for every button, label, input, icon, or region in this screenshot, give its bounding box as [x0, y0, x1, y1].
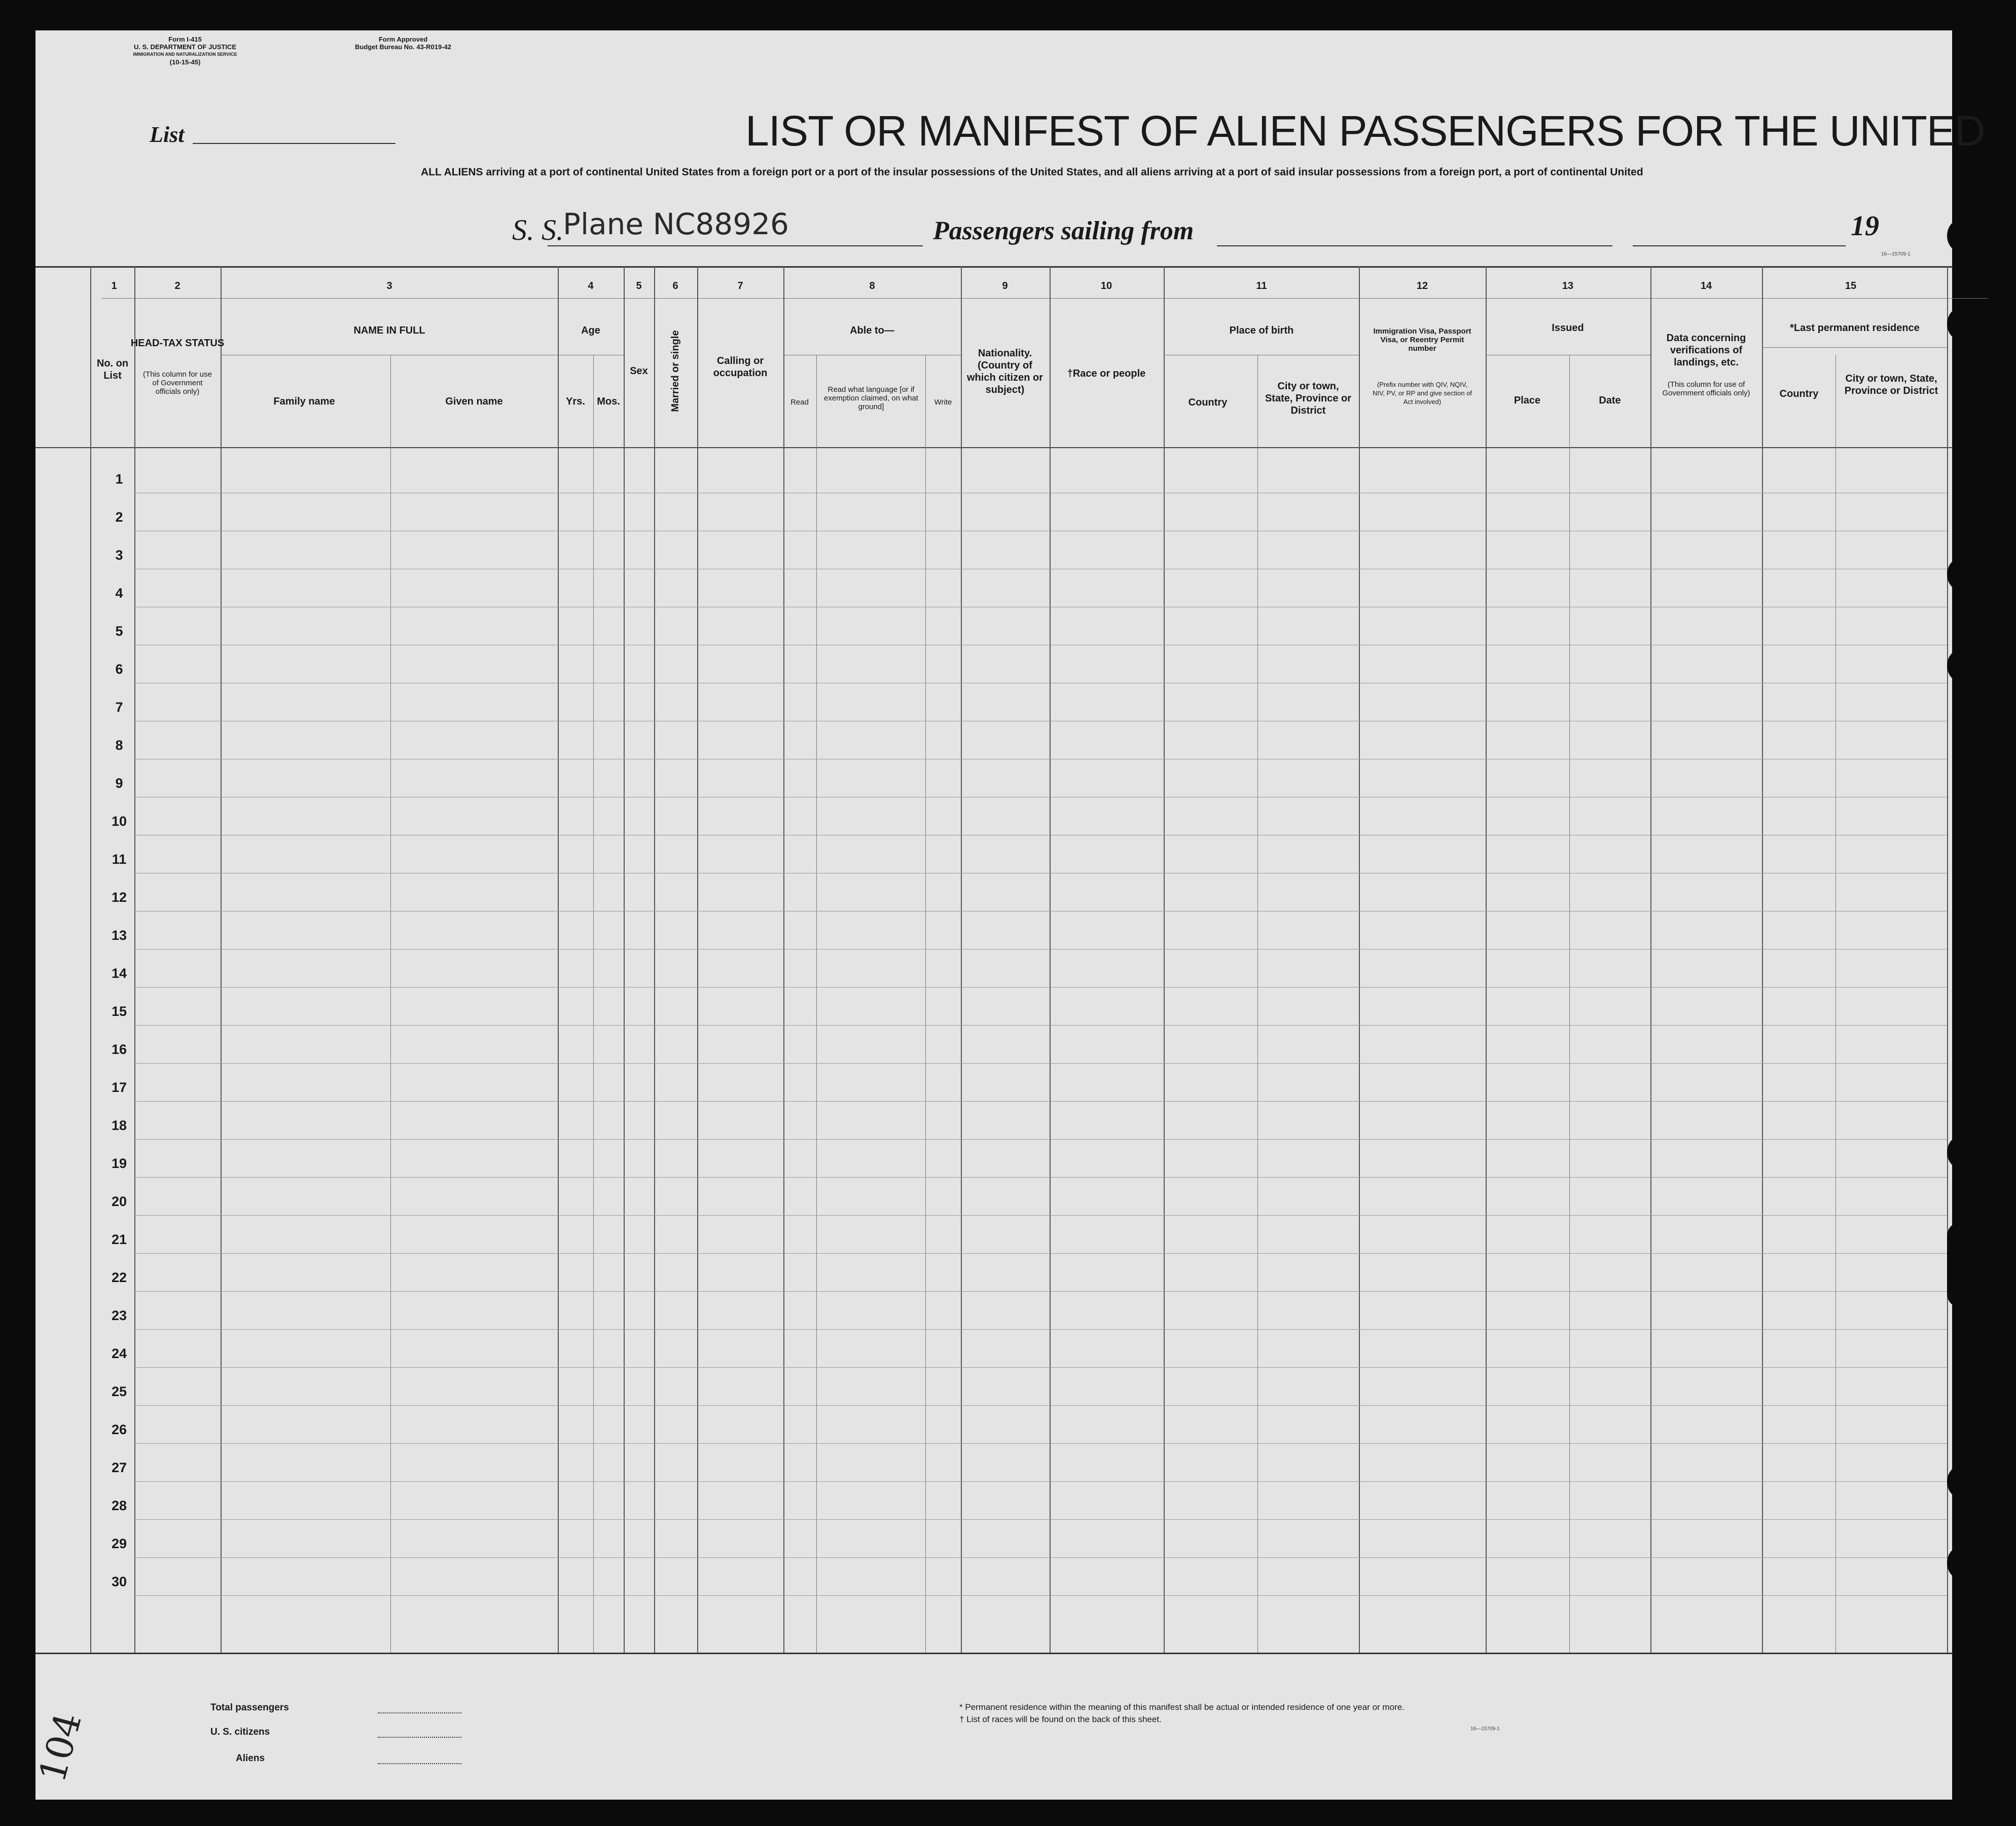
row-number: 21	[111, 1232, 127, 1247]
col-line	[961, 266, 962, 1653]
col-line	[1947, 266, 1948, 1653]
budget-number: Budget Bureau No. 43-R019-42	[355, 43, 451, 51]
row-line	[134, 1253, 1947, 1254]
col-line	[1569, 355, 1570, 1653]
row-number: 27	[111, 1460, 127, 1475]
ss-label: S. S.	[512, 213, 564, 246]
col-number: 14	[1700, 280, 1712, 291]
row-number: 8	[115, 738, 123, 753]
service: IMMIGRATION AND NATURALIZATION SERVICE	[133, 52, 237, 57]
row-line	[134, 1215, 1947, 1216]
row-number: 16	[111, 1042, 127, 1057]
header-head-tax: HEAD-TAX STATUS	[130, 338, 225, 349]
department: U. S. DEPARTMENT OF JUSTICE	[134, 43, 236, 51]
header-residence-country: Country	[1779, 388, 1819, 399]
list-number-line	[193, 143, 395, 144]
row-number: 11	[112, 852, 127, 867]
col-line	[1257, 355, 1258, 1653]
col-number: 7	[737, 280, 743, 291]
row-number: 10	[111, 814, 127, 829]
col-line	[390, 355, 391, 1653]
col-number: 4	[588, 280, 594, 291]
header-bottom-border	[35, 447, 1952, 448]
row-number: 4	[115, 586, 123, 601]
header-birth-country: Country	[1188, 397, 1228, 408]
col-line	[1359, 266, 1360, 1653]
row-number: 23	[111, 1308, 127, 1323]
list-label: List	[150, 122, 185, 147]
footer-aliens-label: Aliens	[236, 1753, 265, 1764]
table-bottom-border	[35, 1653, 1952, 1654]
table-top-border	[35, 266, 1952, 268]
col-number: 2	[174, 280, 181, 291]
row-line	[134, 1063, 1947, 1064]
header-data-note: (This column for use of Government officials only)	[1662, 380, 1750, 397]
row-line	[134, 1443, 1947, 1444]
header-issued-date: Date	[1599, 395, 1621, 406]
row-number: 2	[115, 509, 123, 525]
page-title: LIST OR MANIFEST OF ALIEN PASSENGERS FOR THE UNITED	[745, 107, 1985, 155]
punch-hole	[1947, 307, 1976, 341]
col-number: 15	[1845, 280, 1857, 291]
row-number: 12	[111, 890, 127, 905]
vessel-line	[548, 245, 923, 246]
row-number: 1	[115, 471, 123, 487]
col-number: 1	[111, 280, 117, 291]
punch-hole	[1947, 649, 1976, 682]
approval-text: Form Approved	[378, 35, 428, 43]
row-line	[134, 1025, 1947, 1026]
sailing-from-line	[1217, 245, 1612, 246]
punch-hole	[1947, 1222, 1976, 1308]
row-number: 30	[111, 1574, 127, 1589]
col-number: 3	[386, 280, 392, 291]
row-line	[134, 1367, 1947, 1368]
header-visa: Immigration Visa, Passport Visa, or Reentry Permit number	[1373, 327, 1471, 353]
row-number: 6	[115, 662, 123, 677]
header-yrs: Yrs.	[566, 396, 585, 407]
col-line	[1835, 355, 1836, 1653]
header-able-to: Able to—	[850, 325, 894, 336]
header-name-in-full: NAME IN FULL	[353, 325, 425, 336]
punch-hole	[1947, 1136, 1976, 1169]
row-line	[134, 1405, 1947, 1406]
footnote-races: † List of races will be found on the back of this sheet.	[959, 1714, 1162, 1724]
punch-hole	[1947, 1465, 1976, 1499]
row-number: 15	[111, 1004, 127, 1019]
header-nationality: Nationality. (Country of which citizen or subject)	[966, 348, 1043, 395]
footer-total-label: Total passengers	[210, 1702, 289, 1713]
row-line	[134, 1101, 1947, 1102]
col-line	[654, 266, 655, 1653]
print-code-top: 16—15709-1	[1881, 251, 1911, 257]
date-line	[1633, 245, 1846, 246]
col-line	[1486, 266, 1487, 1653]
row-number: 5	[115, 624, 123, 639]
row-number: 18	[111, 1118, 127, 1133]
row-line	[134, 1291, 1947, 1292]
row-number: 14	[111, 966, 127, 981]
header-head-tax-note: (This column for use of Government officials only)	[143, 370, 212, 396]
page-subtitle: ALL ALIENS arriving at a port of continental United States from a foreign port or a port of the insular possessions of the United States, and all aliens arriving at a port of said insular possessions from a foreign port, a port of continental United	[421, 166, 1643, 178]
year-label: 19	[1851, 210, 1879, 242]
col-number: 6	[672, 280, 678, 291]
row-number: 28	[111, 1498, 127, 1513]
row-line	[134, 1481, 1947, 1482]
header-married-or-single: Married or single	[670, 330, 681, 412]
budget-approval	[340, 35, 466, 51]
row-number: 20	[111, 1194, 127, 1209]
header-calling: Calling or occupation	[713, 355, 768, 379]
header-place-of-birth: Place of birth	[1229, 325, 1294, 336]
row-number: 26	[111, 1422, 127, 1437]
col-number: 5	[636, 280, 642, 291]
row-line	[134, 1557, 1947, 1558]
us-citizens-fill[interactable]	[378, 1737, 461, 1738]
header-last-residence: *Last permanent residence	[1790, 322, 1920, 334]
row-number: 7	[115, 700, 123, 715]
col-line	[1762, 266, 1763, 1653]
form-identity	[101, 35, 269, 66]
header-residence-city: City or town, State, Province or District	[1844, 373, 1938, 396]
row-number: 24	[111, 1346, 127, 1361]
header-age: Age	[581, 325, 600, 336]
row-number: 22	[111, 1270, 127, 1285]
aliens-fill[interactable]	[378, 1763, 461, 1764]
form-date: (10-15-45)	[169, 58, 201, 66]
col-number: 9	[1002, 280, 1008, 291]
punch-hole	[1947, 1546, 1976, 1580]
col-number: 12	[1416, 280, 1428, 291]
row-number: 17	[111, 1080, 127, 1095]
row-line	[134, 1177, 1947, 1178]
margin-handwritten: 104	[30, 1708, 90, 1787]
punch-hole	[1947, 558, 1976, 591]
header-birth-city: City or town, State, Province or District	[1265, 381, 1352, 416]
col-number: 11	[1256, 280, 1267, 291]
row-number: 29	[111, 1536, 127, 1551]
header-read-language: Read what language [or if exemption claimed, on what ground]	[824, 385, 918, 411]
row-line	[134, 1519, 1947, 1520]
punch-hole	[1947, 219, 1976, 252]
row-number: 13	[111, 928, 127, 943]
total-fill[interactable]	[378, 1712, 461, 1713]
col-line	[1164, 266, 1165, 1653]
col-line	[925, 355, 926, 1653]
sailing-label: Passengers sailing from	[933, 216, 1194, 245]
col-line	[697, 266, 698, 1653]
header-issued-place: Place	[1514, 395, 1541, 406]
header-issued: Issued	[1552, 322, 1584, 334]
header-given-name: Given name	[445, 396, 503, 407]
col-line	[624, 266, 625, 1653]
col-line	[593, 355, 594, 1653]
vessel-handwritten: Plane NC88926	[563, 207, 789, 241]
col-line	[558, 266, 559, 1653]
header-read: Read	[790, 398, 809, 407]
header-race: †Race or people	[1067, 368, 1146, 379]
row-number: 19	[111, 1156, 127, 1171]
footer-us-citizens-label: U. S. citizens	[210, 1727, 270, 1737]
col-line	[90, 266, 91, 1653]
col-line	[1650, 266, 1651, 1653]
header-write: Write	[934, 398, 952, 407]
header-mos: Mos.	[597, 396, 620, 407]
manifest-sheet	[30, 30, 1985, 1800]
col-line	[1050, 266, 1051, 1653]
column-number-rule	[101, 298, 1988, 299]
header-no-on-list: No. on List	[96, 358, 129, 381]
row-number: 9	[115, 776, 123, 791]
col-line	[783, 266, 784, 1653]
row-line	[134, 1139, 1947, 1140]
print-code-bottom: 16—15709-1	[1470, 1726, 1500, 1732]
footnote-permanent: * Permanent residence within the meaning of this manifest shall be actual or intended residence of one year or more.	[959, 1702, 1405, 1712]
col-number: 13	[1562, 280, 1574, 291]
row-number: 25	[111, 1384, 127, 1399]
row-line	[134, 987, 1947, 988]
col-number: 10	[1100, 280, 1112, 291]
col-number: 8	[869, 280, 875, 291]
col-line	[816, 355, 817, 1653]
row-line	[134, 1595, 1947, 1596]
subheader-rule	[1762, 347, 1947, 348]
form-id: Form I-415	[168, 35, 202, 43]
row-number: 3	[115, 547, 123, 563]
header-sex: Sex	[630, 366, 648, 377]
header-visa-note: (Prefix number with QIV, NQIV, NIV, PV, or RP and give section of Act involved)	[1372, 381, 1472, 406]
header-family-name: Family name	[273, 396, 335, 407]
row-line	[134, 1329, 1947, 1330]
header-data-concerning: Data concerning verifications of landings, etc.	[1666, 333, 1746, 368]
col-line	[221, 266, 222, 1653]
